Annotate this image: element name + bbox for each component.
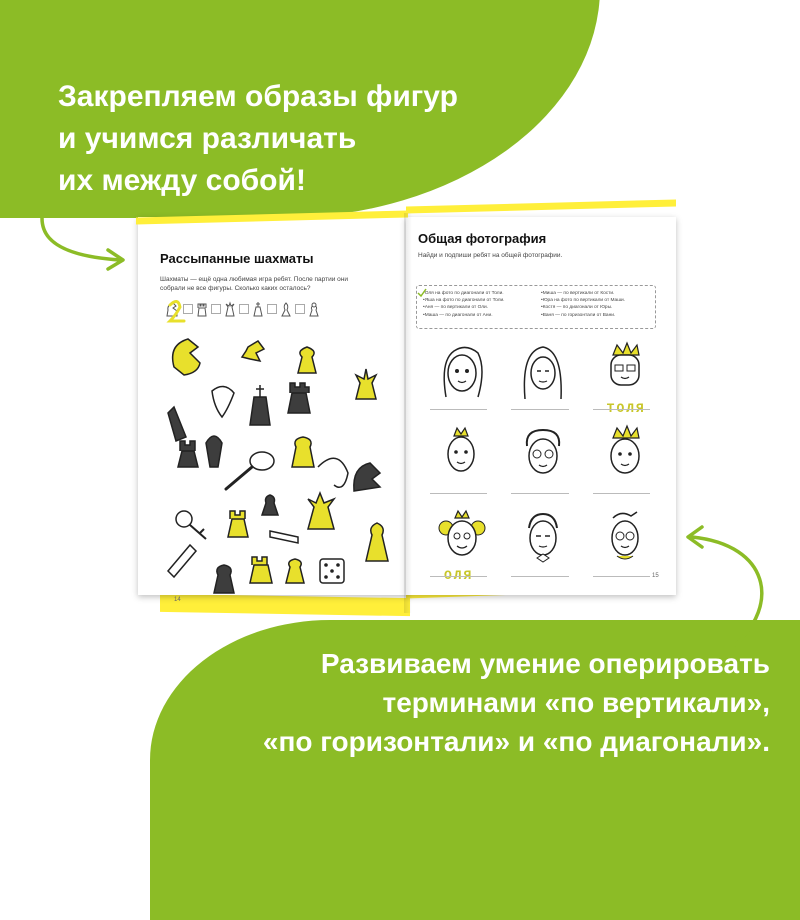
dark-king-icon [250, 385, 270, 425]
answer-box[interactable] [295, 304, 305, 314]
yellow-rook-icon [228, 511, 248, 537]
bottom-headline [263, 644, 770, 761]
top-arrow-icon [20, 180, 140, 280]
left-page-intro-line: собрали не все фигуры. Сколько каких осталось? [160, 285, 311, 292]
face-cell [499, 418, 580, 501]
hint-item: • Ваня — по горизонтали от Вани. [541, 312, 625, 319]
left-page [138, 217, 408, 603]
king-icon [252, 301, 264, 317]
right-page [406, 217, 676, 595]
face-cell [418, 502, 499, 585]
face-cell [581, 335, 662, 418]
dark-pawn-icon [262, 495, 278, 515]
yellow-pawn-icon [286, 559, 304, 583]
key-icon [176, 511, 192, 527]
dark-queen-icon [206, 436, 222, 467]
handwritten-name: ОЛЯ [444, 567, 474, 583]
checkmark-icon [417, 288, 427, 298]
girl-crown-face-icon [436, 508, 486, 570]
yellow-knight-icon [173, 339, 200, 375]
name-line[interactable] [511, 493, 568, 494]
name-line[interactable] [593, 576, 650, 577]
face-cell [499, 502, 580, 585]
girl-glasses-face-icon [599, 508, 649, 570]
book-spine [404, 213, 412, 613]
left-page-intro-line: Шахматы — ещё одна любимая игра ребят. После партии они [160, 276, 349, 283]
hint-item: • Костя — по диагонали от Юры. [541, 304, 625, 311]
face-cell [581, 418, 662, 501]
bottom-arrow-icon [680, 505, 790, 655]
right-page-title: Общая фотография [418, 231, 547, 246]
faces-grid [418, 335, 662, 585]
scattered-pieces-illustration [138, 317, 408, 617]
answer-box[interactable] [239, 304, 249, 314]
hint-item: • Маша — по диагонали от Ани. [423, 312, 505, 319]
yellow-puzzle-icon [242, 341, 264, 361]
name-line[interactable] [511, 409, 568, 410]
page-number: 14 [174, 597, 181, 603]
name-line[interactable] [593, 493, 650, 494]
string-icon [318, 458, 348, 487]
hint-item: • Юра на фото по вертикали от Маши. [541, 297, 625, 304]
yellow-pawn-icon [292, 437, 314, 467]
dark-rook-icon [288, 383, 310, 413]
name-line[interactable] [511, 576, 568, 577]
crown-face-icon [436, 424, 486, 486]
curly-boy-face-icon [517, 424, 567, 486]
bottom-headline-line: терминами «по вертикали», [382, 687, 770, 718]
left-page-title: Рассыпанные шахматы [160, 251, 314, 266]
face-cell [418, 418, 499, 501]
crown-face-icon [599, 424, 649, 486]
face-cell [581, 502, 662, 585]
hint-item: • Оля на фото по диагонали от Толи. [423, 290, 505, 297]
top-headline-line: их между собой! [58, 164, 306, 197]
top-headline-line: и учимся различать [58, 122, 357, 155]
top-headline-line: Закрепляем образы фигур [58, 80, 458, 113]
right-page-intro: Найди и подпиши ребят на общей фотографии. [418, 252, 563, 259]
yellow-queen-icon [356, 369, 376, 399]
page-number: 15 [652, 573, 659, 579]
dark-bishop-icon [168, 407, 186, 441]
hints-box [416, 285, 656, 329]
hint-item: • Яша на фото по диагонали от Толи. [423, 297, 505, 304]
queen-icon [224, 301, 236, 317]
dark-rook-icon [178, 441, 198, 467]
bottom-headline-line: Развиваем умение оперировать [320, 648, 770, 679]
pencil-icon [168, 545, 196, 577]
face-cell [499, 335, 580, 418]
girl-face-icon [517, 341, 567, 403]
open-workbook [138, 195, 676, 615]
handwritten-name: ТОЛЯ [606, 401, 646, 416]
name-line[interactable] [430, 493, 487, 494]
yellow-rook-icon [250, 557, 272, 583]
hints-list [423, 290, 505, 319]
hex-key-icon [270, 531, 298, 543]
yellow-pawn-icon [298, 347, 316, 373]
name-line[interactable] [430, 576, 487, 577]
candy-icon [212, 386, 234, 417]
answer-box[interactable] [267, 304, 277, 314]
face-cell [418, 335, 499, 418]
hint-item: • Миша — по вертикали от Кости. [541, 290, 625, 297]
dark-pawn-icon [214, 565, 234, 593]
name-line[interactable] [593, 409, 650, 410]
answer-box[interactable] [211, 304, 221, 314]
boy-face-icon [517, 508, 567, 570]
hints-list [541, 290, 625, 319]
girl-face-icon [436, 341, 486, 403]
yellow-king-icon [308, 493, 334, 529]
hint-item: • Аня — по вертикали от Оли. [423, 304, 505, 311]
bishop-icon [280, 301, 292, 317]
spoon-icon [250, 452, 274, 470]
boy-crown-face-icon [599, 341, 649, 403]
name-line[interactable] [430, 409, 487, 410]
bottom-headline-line: «по горизонтали» и «по диагонали». [262, 726, 770, 757]
pawn-icon [308, 301, 320, 317]
yellow-bishop-icon [366, 523, 388, 561]
page-edge-decor [406, 199, 676, 213]
dark-knight-icon [354, 463, 380, 491]
